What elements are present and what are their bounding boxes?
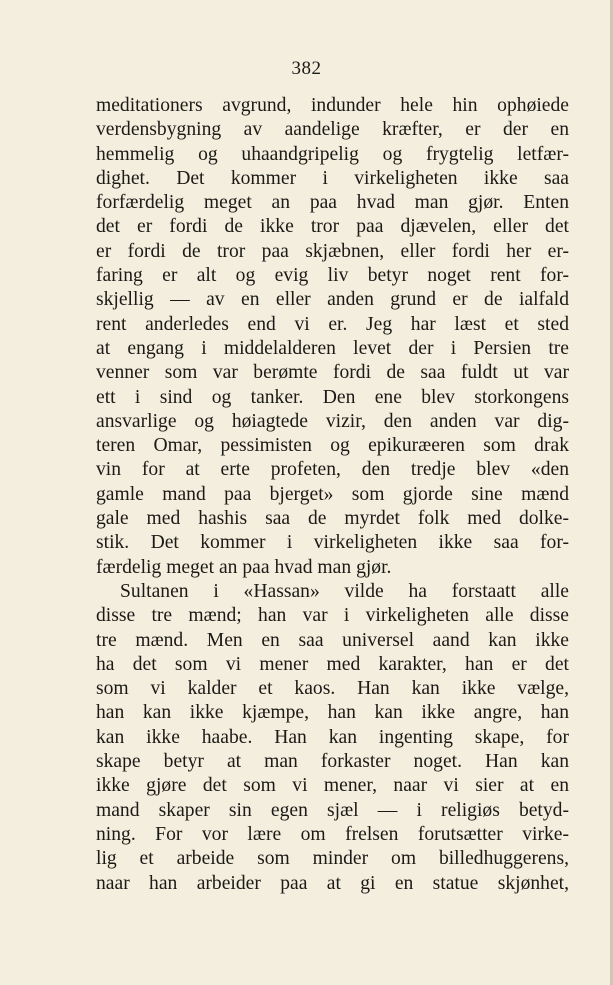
text-line: lig et arbeide som minder om billedhuggerens, (96, 848, 569, 870)
text-line: meditationers avgrund, indunder hele hin ophøiede (96, 95, 569, 116)
text-line: venner som var berømte fordi de saa fuldt ut var (96, 362, 569, 384)
text-line: faring er alt og evig liv betyr noget rent for- (96, 265, 569, 287)
text-line: skjellig — av en eller anden grund er de ialfald (96, 289, 569, 311)
text-line: ett i sind og tanker. Den ene blev storkongens (96, 386, 569, 408)
text-line: skape betyr at man forkaster noget. Han kan (96, 751, 569, 773)
text-line: ning. For vor lære om frelsen forutsætter virke- (96, 823, 569, 845)
body-text (96, 94, 569, 896)
text-line: kan ikke haabe. Han kan ingenting skape, for (96, 726, 569, 748)
text-line: rent anderledes end vi er. Jeg har læst et sted (96, 313, 569, 335)
text-line: ha det som vi mener med karakter, han er det (96, 653, 569, 675)
text-line: teren Omar, pessimisten og epikuræeren som drak (96, 435, 569, 457)
text-line: færdelig meget an paa hvad man gjør. (96, 556, 392, 578)
text-line: gale med hashis saa de myrdet folk med dolke- (96, 508, 569, 530)
text-line: disse tre mænd; han var i virkeligheten alle disse (96, 605, 569, 627)
text-line: det er fordi de ikke tror paa djævelen, eller det (96, 216, 569, 238)
text-line: er fordi de tror paa skjæbnen, eller fordi her er- (96, 240, 569, 262)
text-line: forfærdelig meget an paa hvad man gjør. Enten (96, 192, 569, 214)
text-line: gamle mand paa bjerget» som gjorde sine mænd (96, 483, 569, 505)
text-line: dighet. Det kommer i virkeligheten ikke saa (96, 167, 569, 189)
text-line: Sultanen i «Hassan» vilde ha forstaatt alle (120, 580, 569, 602)
text-line: hemmelig og uhaandgripelig og frygtelig letfær- (96, 143, 569, 165)
text-line: vin for at erte profeten, den tredje blev «den (96, 459, 569, 481)
text-line: naar han arbeider paa at gi en statue skjønhet, (96, 872, 569, 894)
text-line: at engang i middelalderen levet der i Persien tre (96, 337, 569, 359)
text-line: verdensbygning av aandelige kræfter, er der en (96, 119, 569, 141)
page-number: 382 (291, 58, 322, 79)
text-line: tre mænd. Men en saa universel aand kan ikke (96, 629, 569, 651)
text-line: ansvarlige og høiagtede vizir, den anden var dig- (96, 410, 569, 432)
text-line: stik. Det kommer i virkeligheten ikke saa for- (96, 532, 569, 554)
text-line: han kan ikke kjæmpe, han kan ikke angre, han (96, 702, 569, 724)
text-line: ikke gjøre det som vi mener, naar vi sier at en (96, 775, 569, 797)
text-line: som vi kalder et kaos. Han kan ikke vælge, (96, 678, 569, 700)
text-line: mand skaper sin egen sjæl — i religiøs betyd- (96, 799, 569, 821)
